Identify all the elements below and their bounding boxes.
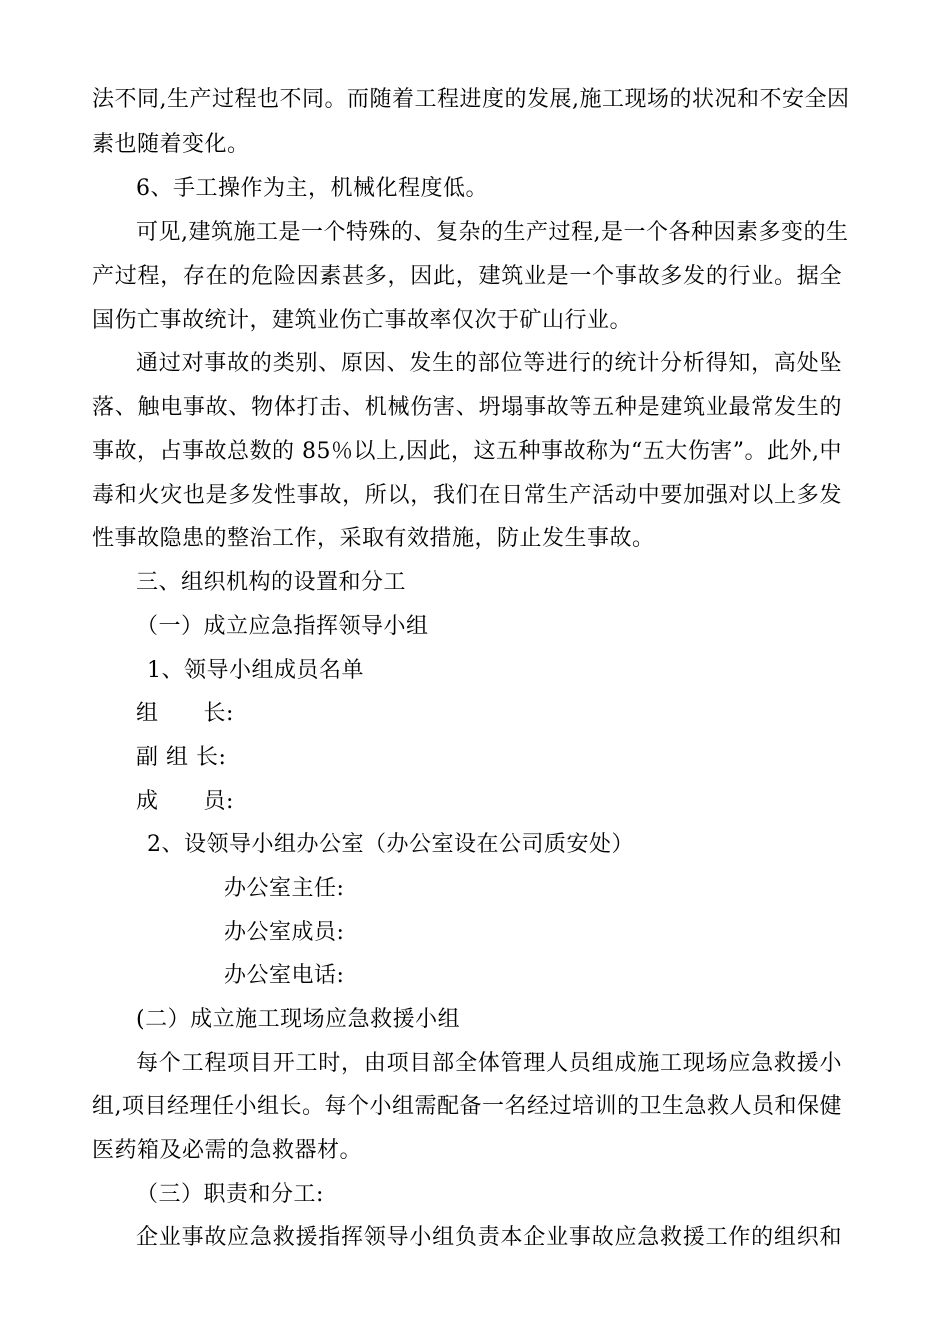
body-text-line: 事故，占事故总数的 85％以上,因此，这五种事故称为“五大伤害”。此外,中 [92,439,842,464]
body-text-line: 法不同,生产过程也不同。而随着工程进度的发展,施工现场的状况和不安全因 [92,87,850,112]
body-text-line: 每个工程项目开工时，由项目部全体管理人员组成施工现场应急救援小 [136,1051,842,1076]
section-heading: 三、组织机构的设置和分工 [136,570,407,595]
body-text-line: 落、触电事故、物体打击、机械伤害、坍塌事故等五种是建筑业最常发生的 [92,395,842,420]
form-field-label: 副 组 长: [136,745,227,770]
form-field-label: 办公室电话: [224,963,345,988]
form-field-label: 办公室成员: [224,920,345,945]
list-item-line: 2、设领导小组办公室（办公室设在公司质安处） [147,832,634,857]
body-text-line: 毒和火灾也是多发性事故，所以，我们在日常生产活动中要加强对以上多发 [92,483,842,508]
body-text-line: 性事故隐患的整治工作，采取有效措施，防止发生事故。 [92,526,655,551]
form-field-label: 成 员: [136,789,234,814]
body-text-line: 医药箱及必需的急救器材。 [92,1138,363,1163]
list-item-line: 6、手工操作为主，机械化程度低。 [136,176,488,201]
list-item-line: 1、领导小组成员名单 [147,658,364,683]
body-text-line: 素也随着变化。 [92,132,250,157]
body-text-line: 企业事故应急救援指挥领导小组负责本企业事故应急救援工作的组织和 [136,1225,842,1250]
body-text-line: 国伤亡事故统计，建筑业伤亡事故率仅次于矿山行业。 [92,308,633,333]
subsection-heading: (二）成立施工现场应急救援小组 [136,1007,461,1032]
body-text-line: 可见,建筑施工是一个特殊的、复杂的生产过程,是一个各种因素多变的生 [136,220,849,245]
subsection-heading: （一）成立应急指挥领导小组 [136,614,429,639]
body-text-line: 通过对事故的类别、原因、发生的部位等进行的统计分析得知，高处坠 [136,351,842,376]
form-field-label: 办公室主任: [224,876,345,901]
subsection-heading: （三）职责和分工: [136,1182,324,1207]
body-text-line: 组,项目经理任小组长。每个小组需配备一名经过培训的卫生急救人员和保健 [92,1094,842,1119]
form-field-label: 组 长: [136,701,234,726]
body-text-line: 产过程，存在的危险因素甚多，因此，建筑业是一个事故多发的行业。据全 [92,264,842,289]
